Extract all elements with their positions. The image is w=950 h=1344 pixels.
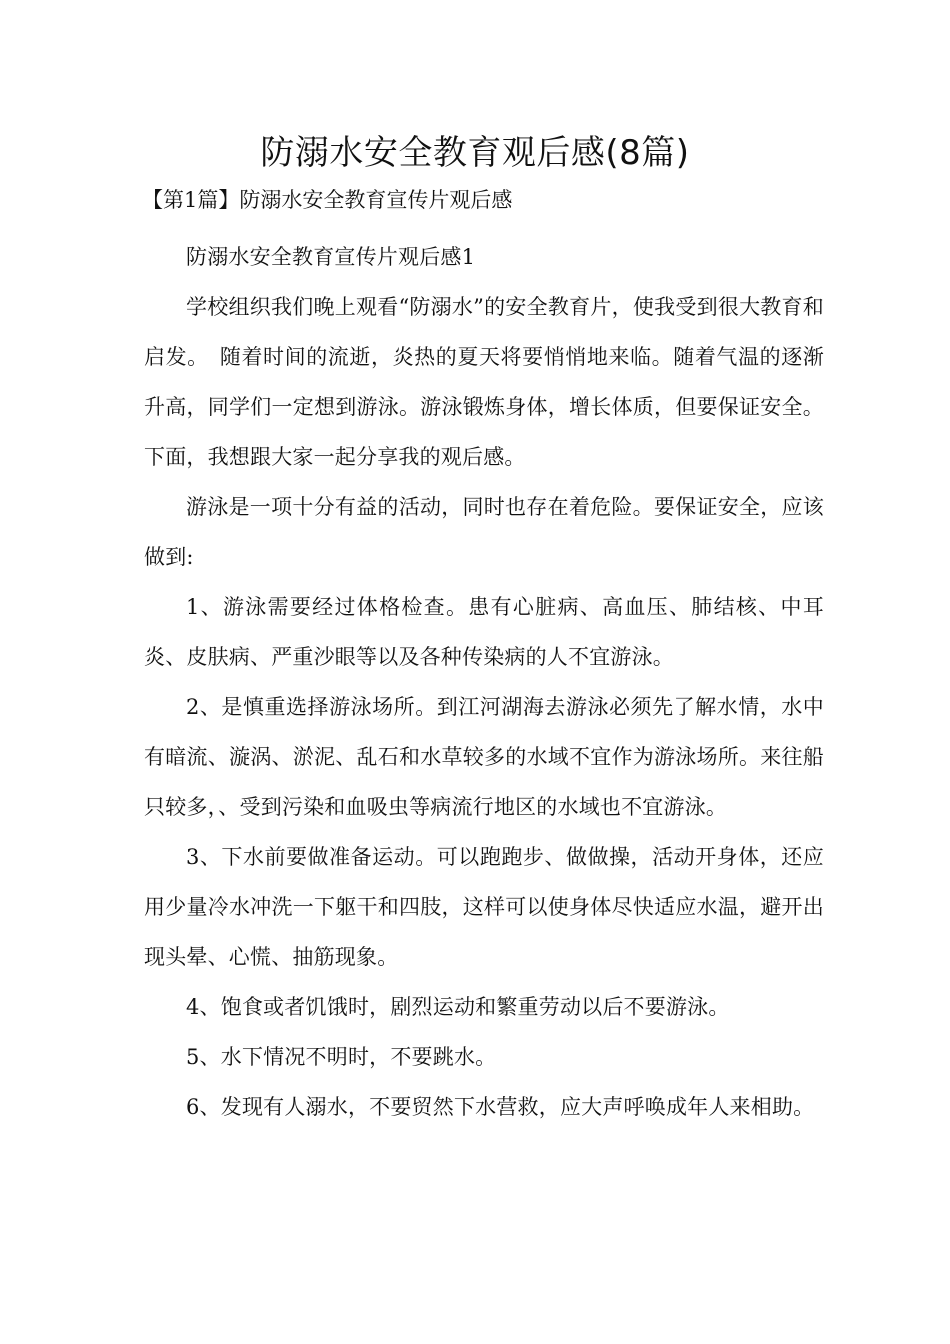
paragraph-item-1: 1、游泳需要经过体格检查。患有心脏病、高血压、肺结核、中耳炎、皮肤病、严重沙眼等以及各种传染病的人不宜游泳。 (144, 595, 824, 669)
paragraph-subtitle: 防溺水安全教育宣传片观后感1 (186, 245, 476, 269)
paragraph-item-5: 5、水下情况不明时，不要跳水。 (186, 1045, 497, 1069)
paragraph-item-4: 4、饱食或者饥饿时，剧烈运动和繁重劳动以后不要游泳。 (186, 995, 730, 1019)
paragraph-intro: 学校组织我们晚上观看“防溺水”的安全教育片，使我受到很大教育和启发。 随着时间的流逝，炎热的夏天将要悄悄地来临。随着气温的逐渐升高，同学们一定想到游泳。游泳锻炼身体，增长体质，但要保证安全。下面，我想跟大家一起分享我的观后感。 (144, 295, 824, 469)
paragraph-item-6: 6、发现有人溺水，不要贸然下水营救，应大声呼唤成年人来相助。 (186, 1095, 815, 1119)
document-body (144, 232, 824, 1132)
document-title: 防溺水安全教育观后感(8篇) (260, 133, 690, 173)
paragraph-safety-lead: 游泳是一项十分有益的活动，同时也存在着危险。要保证安全，应该做到: (144, 495, 824, 569)
paragraph-item-2: 2、是慎重选择游泳场所。到江河湖海去游泳必须先了解水情，水中有暗流、漩涡、淤泥、乱石和水草较多的水域不宜作为游泳场所。来往船只较多，、受到污染和血吸虫等病流行地区的水域也不宜游泳。 (144, 695, 824, 819)
paragraph-item-3: 3、下水前要做准备运动。可以跑跑步、做做操，活动开身体，还应用少量冷水冲洗一下躯干和四肢，这样可以使身体尽快适应水温，避开出现头晕、心慌、抽筋现象。 (144, 845, 824, 969)
section-heading: 【第1篇】防溺水安全教育宣传片观后感 (142, 188, 513, 212)
